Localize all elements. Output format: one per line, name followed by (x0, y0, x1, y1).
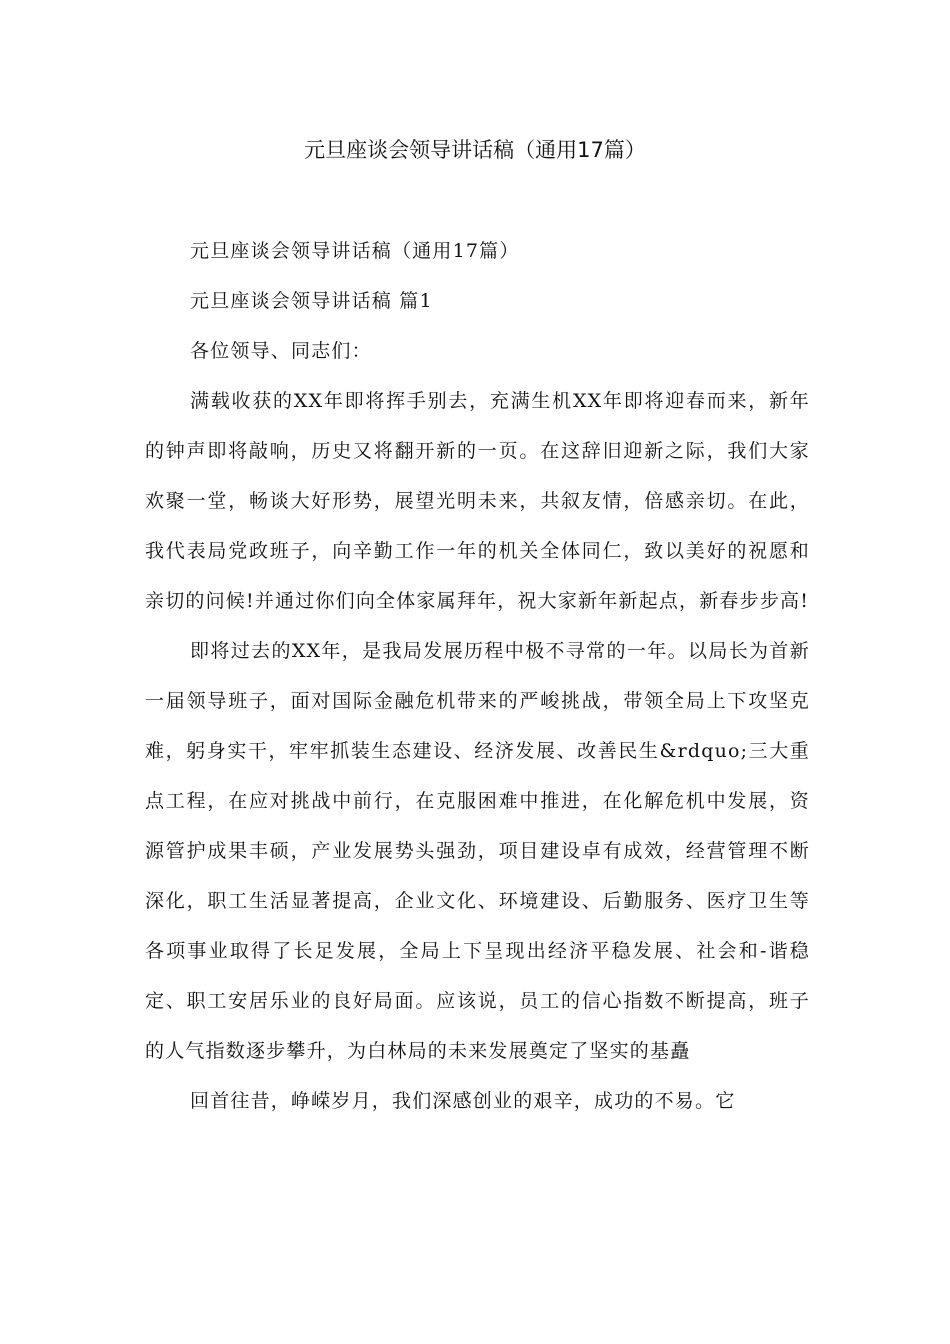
body-paragraph: 回首往昔，峥嵘岁月，我们深感创业的艰辛，成功的不易。它 (190, 1090, 736, 1112)
section-heading: 元旦座谈会领导讲话稿 篇1 (190, 290, 433, 312)
body-paragraph: 满载收获的XX年即将挥手别去，充满生机XX年即将迎春而来，新年的钟声即将敲响，历史又将翻开新的一页。在这辞旧迎新之际，我们大家欢聚一堂，畅谈大好形势，展望光明未来，共叙友情，倍感亲切。在此，我代表局党政班子，向辛勤工作一年的机关全体同仁，致以美好的祝愿和亲切的问候!并通过你们向全体家属拜年，祝大家新年新起点，新春步步高! (145, 390, 810, 612)
document-body (145, 226, 810, 1126)
salutation-paragraph: 各位领导、同志们： (190, 340, 372, 362)
document-title: 元旦座谈会领导讲话稿（通用17篇） (304, 138, 646, 162)
subtitle-paragraph: 元旦座谈会领导讲话稿（通用17篇） (190, 240, 520, 262)
body-paragraph: 即将过去的XX年，是我局发展历程中极不寻常的一年。以局长为首新一届领导班子，面对国际金融危机带来的严峻挑战，带领全局上下攻坚克难，躬身实干，牢牢抓装生态建设、经济发展、改善民生&rdquo;三大重点工程，在应对挑战中前行，在克服困难中推进，在化解危机中发展，资源管护成果丰硕，产业发展势头强劲，项目建设卓有成效，经营管理不断深化，职工生活显著提高，企业文化、环境建设、后勤服务、医疗卫生等各项事业取得了长足发展，全局上下呈现出经济平稳发展、社会和-谐稳定、职工安居乐业的良好局面。应该说，员工的信心指数不断提高，班子的人气指数逐步攀升，为白林局的未来发展奠定了坚实的基矗 (145, 640, 810, 1062)
